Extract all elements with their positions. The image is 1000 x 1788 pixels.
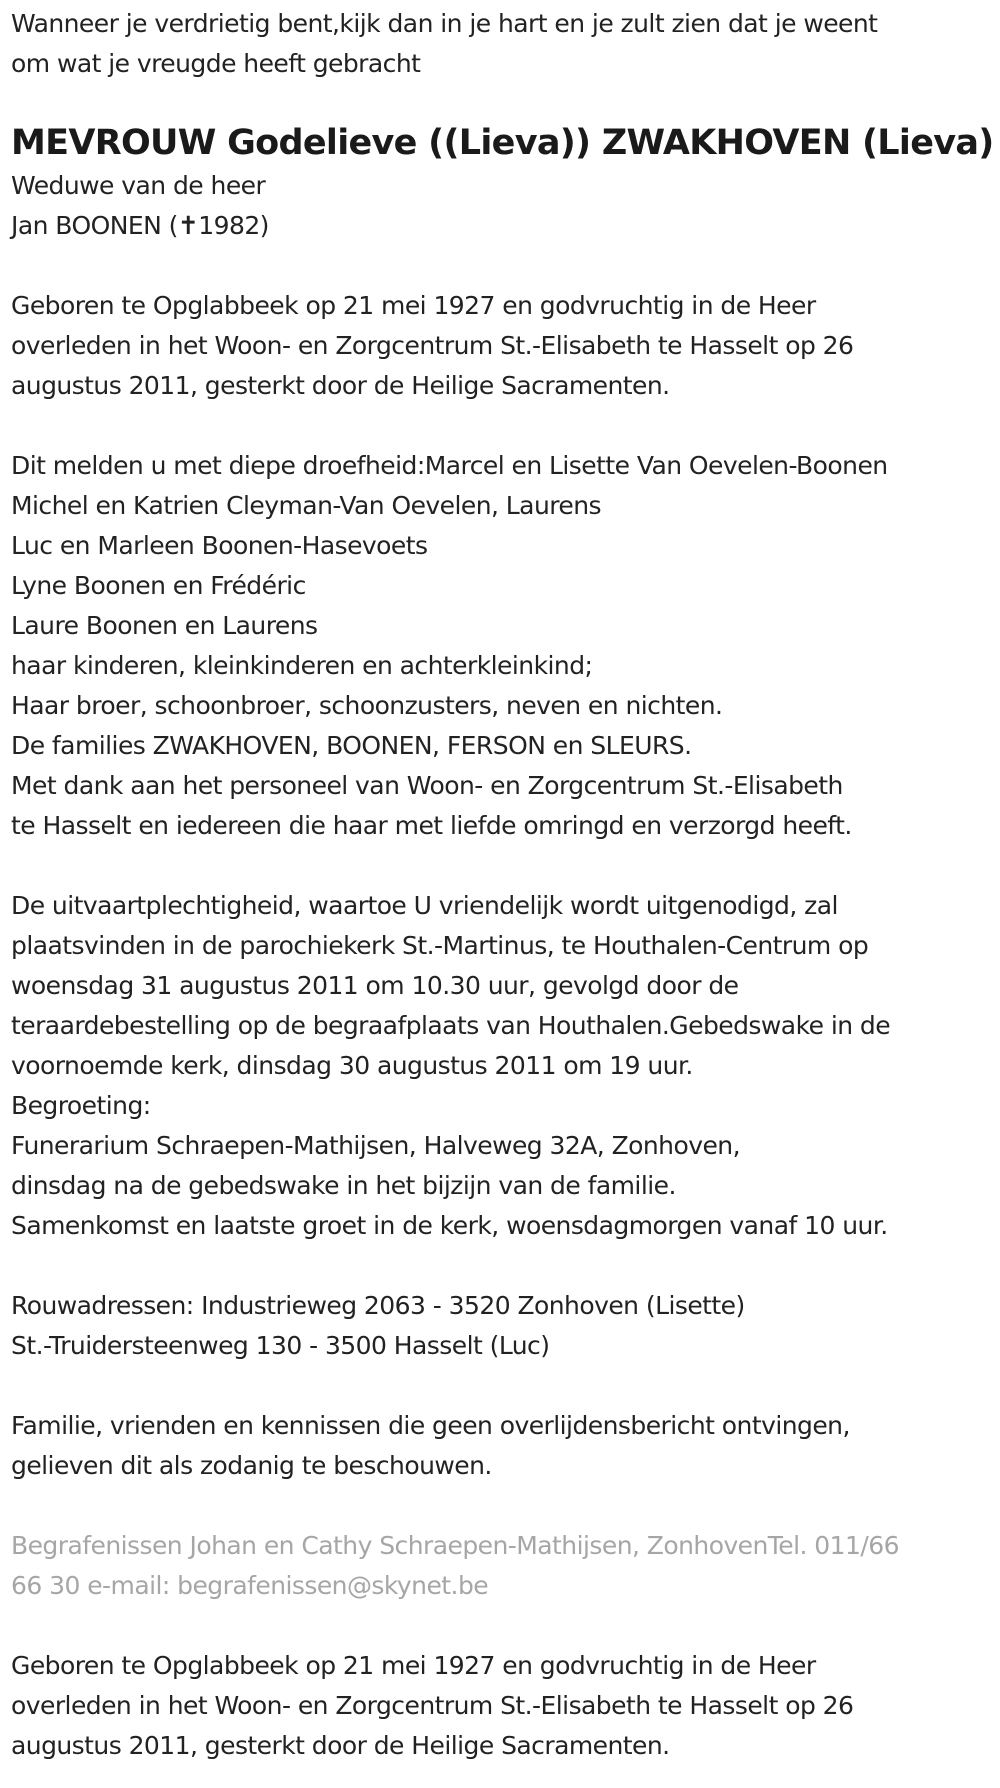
birth-death-line: Geboren te Opglabbeek op 21 mei 1927 en godvruchtig in de Heer: [11, 1651, 816, 1680]
family-line: haar kinderen, kleinkinderen en achterkleinkind;: [11, 651, 593, 680]
notice-line: Familie, vrienden en kennissen die geen overlijdensbericht ontvingen,: [11, 1411, 850, 1440]
undertaker-line: 66 30 e-mail: begrafenissen@skynet.be: [11, 1571, 489, 1600]
birth-death-line: augustus 2011, gesterkt door de Heilige Sacramenten.: [11, 1731, 670, 1760]
spacer: [11, 1486, 985, 1526]
family-line: Haar broer, schoonbroer, schoonzusters, neven en nichten.: [11, 691, 723, 720]
undertaker-line: Begrafenissen Johan en Cathy Schraepen-Mathijsen, ZonhovenTel. 011/66: [11, 1531, 899, 1560]
spouse-line: Jan BOONEN (✝1982): [11, 211, 269, 240]
quote-line: Wanneer je verdrietig bent,kijk dan in je hart en je zult zien dat je weent: [11, 9, 878, 38]
family-block: [11, 446, 985, 846]
birth-death-block: [11, 286, 985, 406]
ceremony-line: Begroeting:: [11, 1091, 151, 1120]
birth-death-repeat-block: [11, 1646, 985, 1766]
family-line: Laure Boonen en Laurens: [11, 611, 318, 640]
address-line: Rouwadressen: Industrieweg 2063 - 3520 Zonhoven (Lisette): [11, 1291, 745, 1320]
spacer: [11, 1366, 985, 1406]
family-line: Lyne Boonen en Frédéric: [11, 571, 306, 600]
birth-death-line: augustus 2011, gesterkt door de Heilige Sacramenten.: [11, 371, 670, 400]
family-line: Michel en Katrien Cleyman-Van Oevelen, Laurens: [11, 491, 602, 520]
family-line: Luc en Marleen Boonen-Hasevoets: [11, 531, 428, 560]
ceremony-line: Funerarium Schraepen-Mathijsen, Halveweg 32A, Zonhoven,: [11, 1131, 740, 1160]
address-line: St.-Truidersteenweg 130 - 3500 Hasselt (Luc): [11, 1331, 550, 1360]
birth-death-line: overleden in het Woon- en Zorgcentrum St.-Elisabeth te Hasselt op 26: [11, 1691, 854, 1720]
ceremony-line: plaatsvinden in de parochiekerk St.-Martinus, te Houthalen-Centrum op: [11, 931, 869, 960]
spacer: [11, 246, 985, 286]
ceremony-block: [11, 886, 985, 1246]
notice-line: gelieven dit als zodanig te beschouwen.: [11, 1451, 492, 1480]
undertaker-block: [11, 1526, 985, 1606]
deceased-name-heading: MEVROUW Godelieve ((Lieva)) ZWAKHOVEN (Lieva): [11, 123, 994, 163]
spouse-line: Weduwe van de heer: [11, 171, 266, 200]
notice-block: [11, 1406, 985, 1486]
spacer: [11, 846, 985, 886]
birth-death-line: overleden in het Woon- en Zorgcentrum St.-Elisabeth te Hasselt op 26: [11, 331, 854, 360]
family-line: De families ZWAKHOVEN, BOONEN, FERSON en SLEURS.: [11, 731, 692, 760]
ceremony-line: woensdag 31 augustus 2011 om 10.30 uur, gevolgd door de: [11, 971, 739, 1000]
spacer: [11, 1246, 985, 1286]
quote-line: om wat je vreugde heeft gebracht: [11, 49, 421, 78]
birth-death-line: Geboren te Opglabbeek op 21 mei 1927 en godvruchtig in de Heer: [11, 291, 816, 320]
ceremony-line: teraardebestelling op de begraafplaats van Houthalen.Gebedswake in de: [11, 1011, 891, 1040]
spouse-block: [11, 166, 985, 246]
quote-block: [11, 4, 985, 84]
addresses-block: [11, 1286, 985, 1366]
ceremony-line: voornoemde kerk, dinsdag 30 augustus 2011 om 19 uur.: [11, 1051, 693, 1080]
ceremony-line: Samenkomst en laatste groet in de kerk, woensdagmorgen vanaf 10 uur.: [11, 1211, 888, 1240]
family-line: Met dank aan het personeel van Woon- en Zorgcentrum St.-Elisabeth: [11, 771, 843, 800]
ceremony-line: dinsdag na de gebedswake in het bijzijn van de familie.: [11, 1171, 676, 1200]
spacer: [11, 406, 985, 446]
spacer: [11, 1606, 985, 1646]
ceremony-line: De uitvaartplechtigheid, waartoe U vriendelijk wordt uitgenodigd, zal: [11, 891, 838, 920]
family-line: Dit melden u met diepe droefheid:Marcel en Lisette Van Oevelen-Boonen: [11, 451, 888, 480]
family-line: te Hasselt en iedereen die haar met liefde omringd en verzorgd heeft.: [11, 811, 852, 840]
